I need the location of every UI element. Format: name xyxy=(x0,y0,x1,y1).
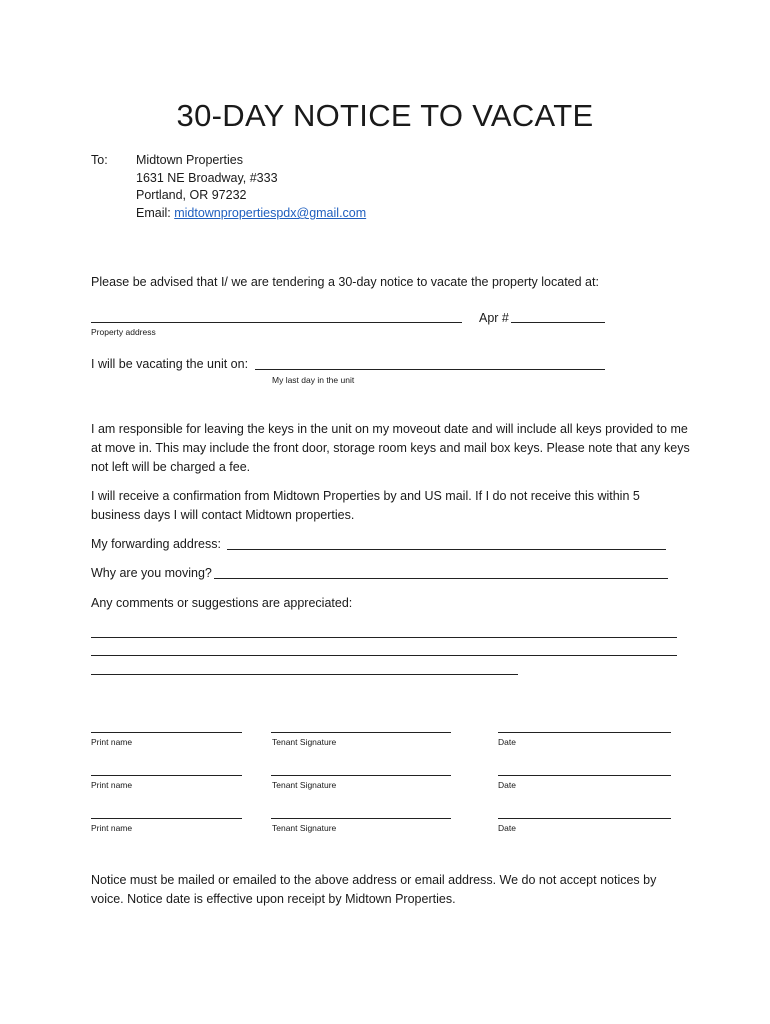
tenant-signature-caption: Tenant Signature xyxy=(272,737,337,747)
forwarding-label: My forwarding address: xyxy=(91,537,221,551)
date-caption: Date xyxy=(498,780,516,790)
comments-line-2[interactable] xyxy=(91,655,677,656)
print-name-line[interactable] xyxy=(91,818,242,819)
last-day-caption: My last day in the unit xyxy=(272,375,355,385)
date-caption: Date xyxy=(498,823,516,833)
apt-number-line[interactable] xyxy=(511,322,605,323)
print-name-line[interactable] xyxy=(91,732,242,733)
property-address-caption: Property address xyxy=(91,327,156,337)
keys-paragraph: I am responsible for leaving the keys in the unit on my moveout date and will include all keys provided to me at move in. This may include the front door, storage room keys and mail box keys. Please note that any keys not left will be charged a fee. xyxy=(91,422,690,474)
forwarding-address-line[interactable] xyxy=(227,549,666,550)
footer-notice: Notice must be mailed or emailed to the above address or email address. We do not accept notices by voice. Notice date is effective upon receipt by Midtown Properties. xyxy=(91,873,657,906)
vacating-label: I will be vacating the unit on: xyxy=(91,357,249,371)
tenant-signature-caption: Tenant Signature xyxy=(272,823,337,833)
tenant-signature-line[interactable] xyxy=(271,732,451,733)
comments-line-3[interactable] xyxy=(91,674,518,675)
date-line[interactable] xyxy=(498,775,671,776)
email-label: Email: xyxy=(136,206,171,220)
vacating-date-line[interactable] xyxy=(255,369,605,370)
print-name-caption: Print name xyxy=(91,780,133,790)
confirmation-paragraph: I will receive a confirmation from Midtown Properties by and US mail. If I do not receive this within 5 business days I will contact Midtown properties. xyxy=(91,489,640,522)
tenant-signature-line[interactable] xyxy=(271,775,451,776)
moving-label: Why are you moving? xyxy=(91,566,212,580)
property-address-line[interactable] xyxy=(91,322,462,323)
recipient-company: Midtown Properties xyxy=(136,153,243,167)
tenant-signature-line[interactable] xyxy=(271,818,451,819)
recipient-email-row xyxy=(136,204,366,222)
recipient-city: Portland, OR 97232 xyxy=(136,188,247,202)
tenant-signature-caption: Tenant Signature xyxy=(272,780,337,790)
intro-text: Please be advised that I/ we are tendering a 30-day notice to vacate the property located at: xyxy=(91,275,599,289)
to-label: To: xyxy=(91,153,108,167)
comments-line-1[interactable] xyxy=(91,637,677,638)
print-name-caption: Print name xyxy=(91,823,133,833)
recipient-street: 1631 NE Broadway, #333 xyxy=(136,171,278,185)
apt-label: Apr # xyxy=(479,311,509,325)
print-name-caption: Print name xyxy=(91,737,133,747)
moving-reason-line[interactable] xyxy=(214,578,668,579)
date-caption: Date xyxy=(498,737,516,747)
date-line[interactable] xyxy=(498,818,671,819)
email-link[interactable]: midtownpropertiespdx@gmail.com xyxy=(174,206,367,220)
page-title: 30-DAY NOTICE TO VACATE xyxy=(176,98,594,133)
date-line[interactable] xyxy=(498,732,671,733)
print-name-line[interactable] xyxy=(91,775,242,776)
comments-label: Any comments or suggestions are appreciated: xyxy=(91,596,353,610)
